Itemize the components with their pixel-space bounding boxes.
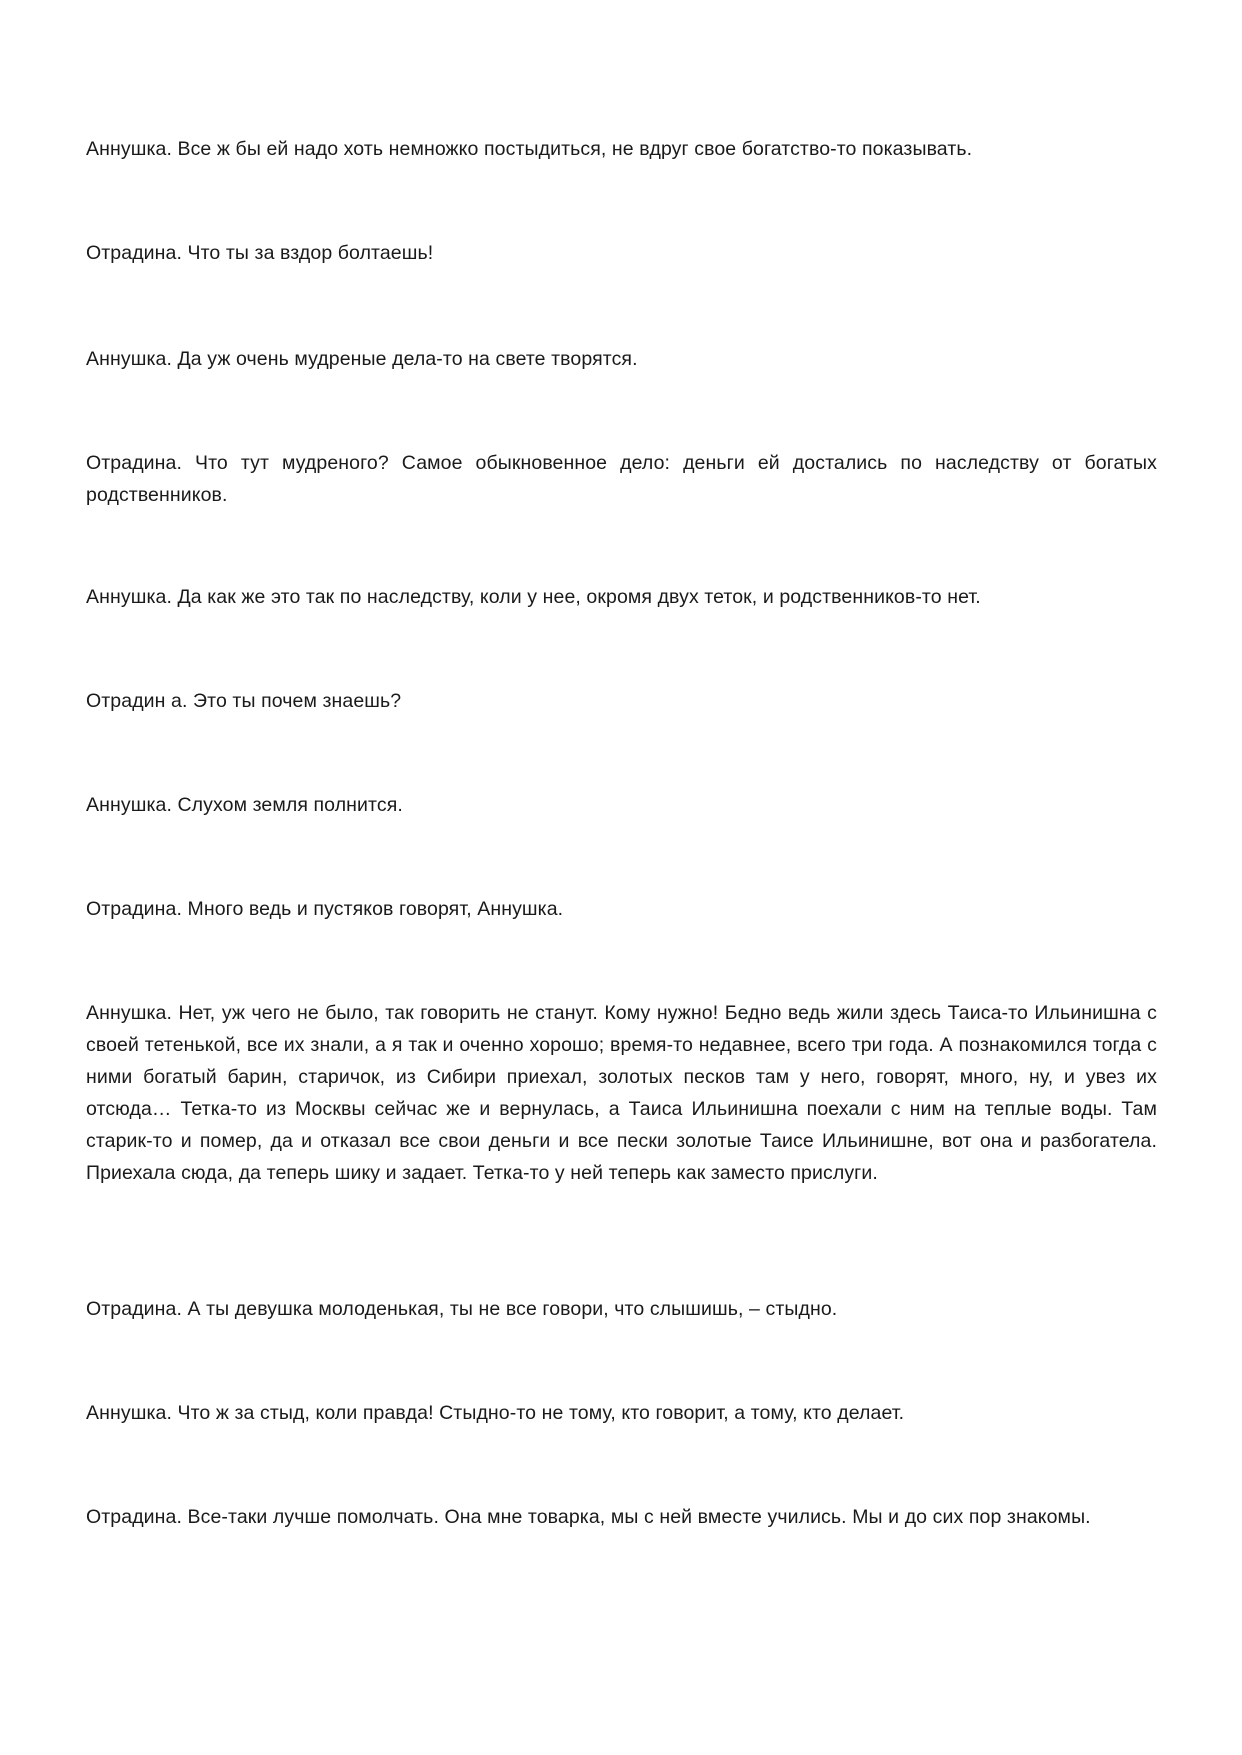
dialogue-paragraph: Отрадин а. Это ты почем знаешь? — [86, 690, 402, 712]
dialogue-paragraph: Аннушка. Все ж бы ей надо хоть немножко постыдиться, не вдруг свое богатство-то показывать. — [86, 138, 973, 160]
dialogue-paragraph: Аннушка. Нет, уж чего не было, так говорить не станут. Кому нужно! Бедно ведь жили здесь Таиса-то Ильинишна с своей тетенькой, все их знали, а я так и оченно хорошо; время-то недавнее, всего три года. А познакомился тогда с ними богатый барин, старичок, из Сибири приехал, золотых песков там у него, говорят, много, ну, и увез их отсюда… Тетка-то из Москвы сейчас же и вернулась, а Таиса Ильинишна поехали с ним на теплые воды. Там старик-то и помер, да и отказал все свои деньги и все пески золотые Таисе Ильинишне, вот она и разбогатела. Приехала сюда, да теперь шику и задает. Тетка-то у ней теперь как заместо прислуги. — [86, 1002, 1157, 1184]
dialogue-paragraph: Отрадина. Много ведь и пустяков говорят, Аннушка. — [86, 898, 564, 920]
dialogue-paragraph: Отрадина. А ты девушка молоденькая, ты не все говори, что слышишь, – стыдно. — [86, 1298, 838, 1320]
dialogue-paragraph: Аннушка. Слухом земля полнится. — [86, 794, 403, 816]
dialogue-paragraph: Отрадина. Все-таки лучше помолчать. Она мне товарка, мы с ней вместе учились. Мы и до сих пор знакомы. — [86, 1506, 1091, 1528]
dialogue-paragraph: Отрадина. Что тут мудреного? Самое обыкновенное дело: деньги ей достались по наследству от богатых родственников. — [86, 452, 1157, 506]
dialogue-paragraph: Аннушка. Да как же это так по наследству, коли у нее, окромя двух теток, и родственников-то нет. — [86, 586, 981, 608]
dialogue-paragraph: Аннушка. Да уж очень мудреные дела-то на свете творятся. — [86, 348, 638, 370]
dialogue-paragraph: Аннушка. Что ж за стыд, коли правда! Стыдно-то не тому, кто говорит, а тому, кто делает. — [86, 1402, 905, 1424]
dialogue-paragraph: Отрадина. Что ты за вздор болтаешь! — [86, 242, 434, 264]
